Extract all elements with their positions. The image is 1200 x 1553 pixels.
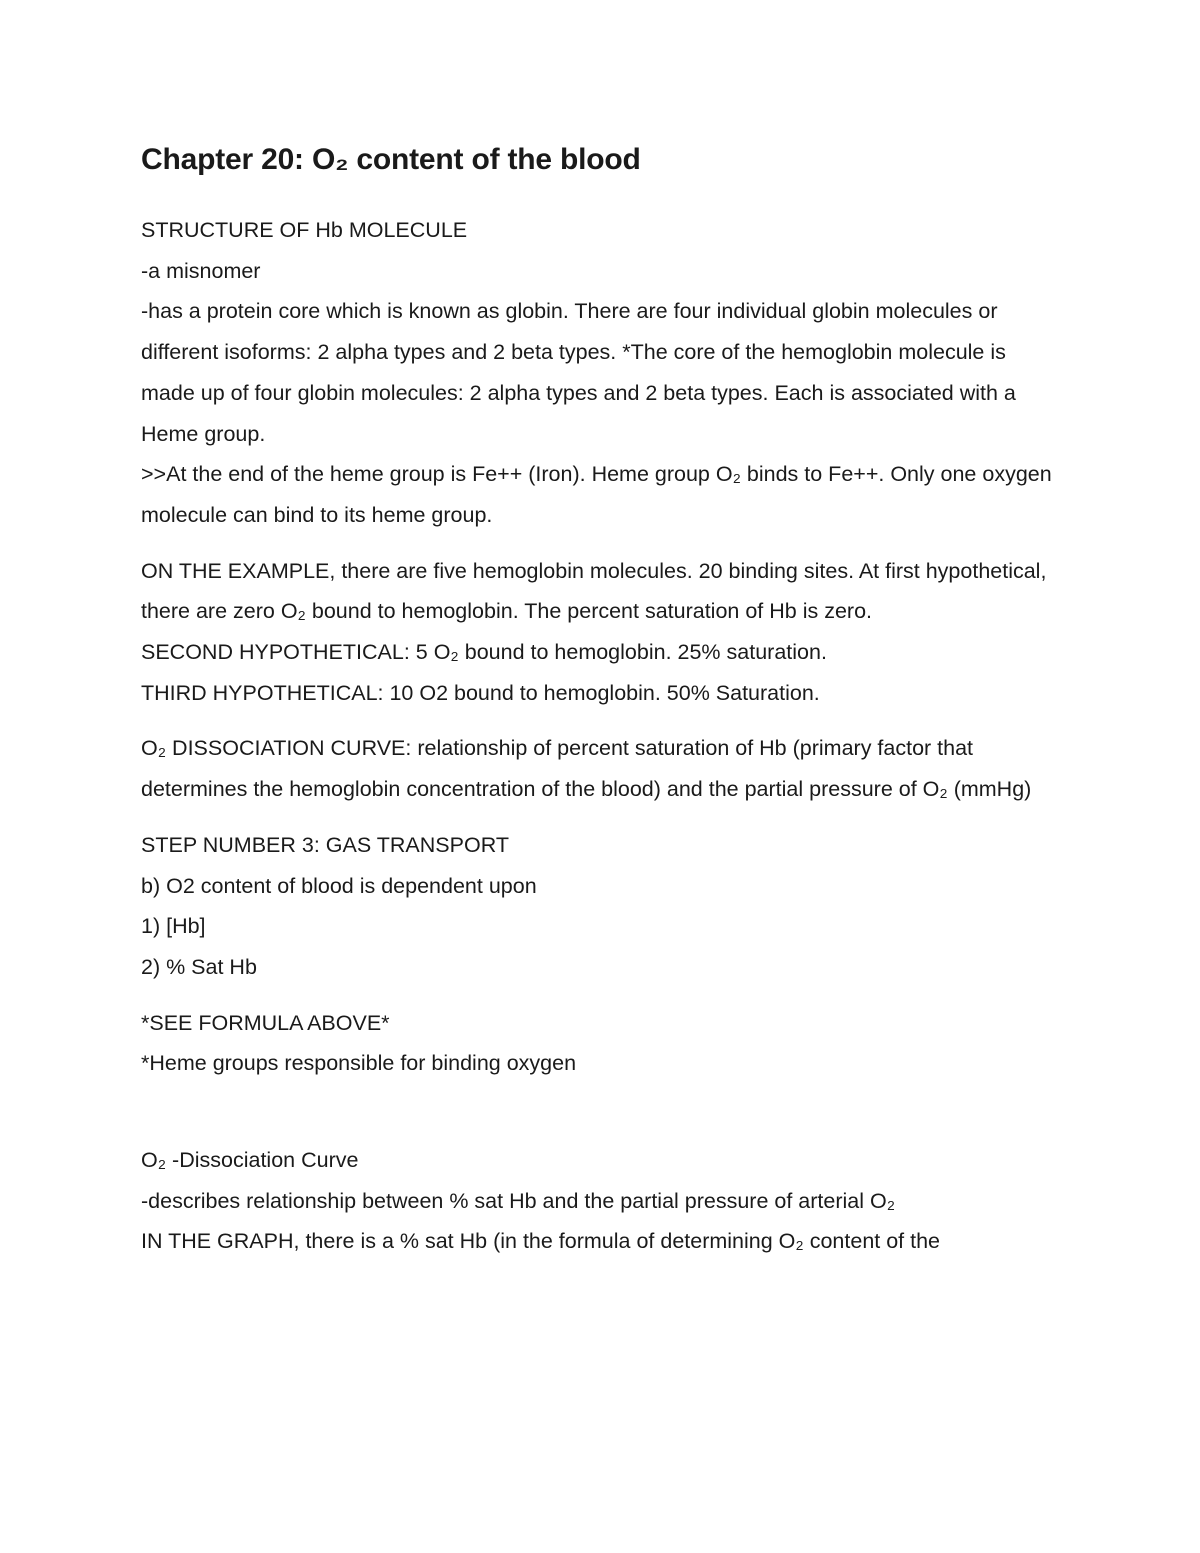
spacer [141, 1084, 1061, 1140]
heme-group-paragraph: >>At the end of the heme group is Fe++ (Iron). Heme group O₂ binds to Fe++. Only one oxygen molecule can bind to its heme group. [141, 462, 1052, 527]
protein-core-paragraph: -has a protein core which is known as globin. There are four individual globin molecules or different isoforms: 2 alpha types and 2 beta types. *The core of the hemoglobin molecule is made up of four globin molecules: 2 alpha types and 2 beta types. Each is associated with a Heme group. [141, 299, 1016, 446]
example-paragraph: ON THE EXAMPLE, there are five hemoglobin molecules. 20 binding sites. At first hypothetical, there are zero O₂ bound to hemoglobin. The percent saturation of Hb is zero. [141, 558, 1047, 624]
spacer [141, 810, 1061, 825]
misnomer-line: -a misnomer [141, 258, 261, 283]
chapter-title: Chapter 20: O₂ content of the blood [141, 143, 641, 176]
third-hypothetical: THIRD HYPOTHETICAL: 10 O2 bound to hemoglobin. 50% Saturation. [141, 680, 820, 705]
see-formula-line: *SEE FORMULA ABOVE* [141, 1010, 390, 1035]
spacer [141, 713, 1061, 728]
document-body [141, 140, 1061, 1262]
heme-groups-line: *Heme groups responsible for binding oxygen [141, 1051, 577, 1076]
describes-line: -describes relationship between % sat Hb and the partial pressure of arterial O₂ [141, 1188, 896, 1213]
dissociation-curve-paragraph: O₂ DISSOCIATION CURVE: relationship of percent saturation of Hb (primary factor that determines the hemoglobin concentration of the blood) and the partial pressure of O₂ (mmHg) [141, 736, 1032, 802]
spacer [141, 988, 1061, 1003]
graph-line: IN THE GRAPH, there is a % sat Hb (in the formula of determining O₂ content of the [141, 1229, 941, 1254]
o2-content-line: b) O2 content of blood is dependent upon [141, 873, 537, 898]
hb-item: 1) [Hb] [141, 914, 206, 939]
second-hypothetical: SECOND HYPOTHETICAL: 5 O₂ bound to hemoglobin. 25% saturation. [141, 640, 827, 665]
sat-hb-item: 2) % Sat Hb [141, 954, 257, 979]
spacer [141, 536, 1061, 551]
gas-transport-heading: STEP NUMBER 3: GAS TRANSPORT [141, 832, 509, 857]
dissociation-curve-heading: O₂ -Dissociation Curve [141, 1148, 359, 1173]
structure-heading: STRUCTURE OF Hb MOLECULE [141, 218, 468, 242]
